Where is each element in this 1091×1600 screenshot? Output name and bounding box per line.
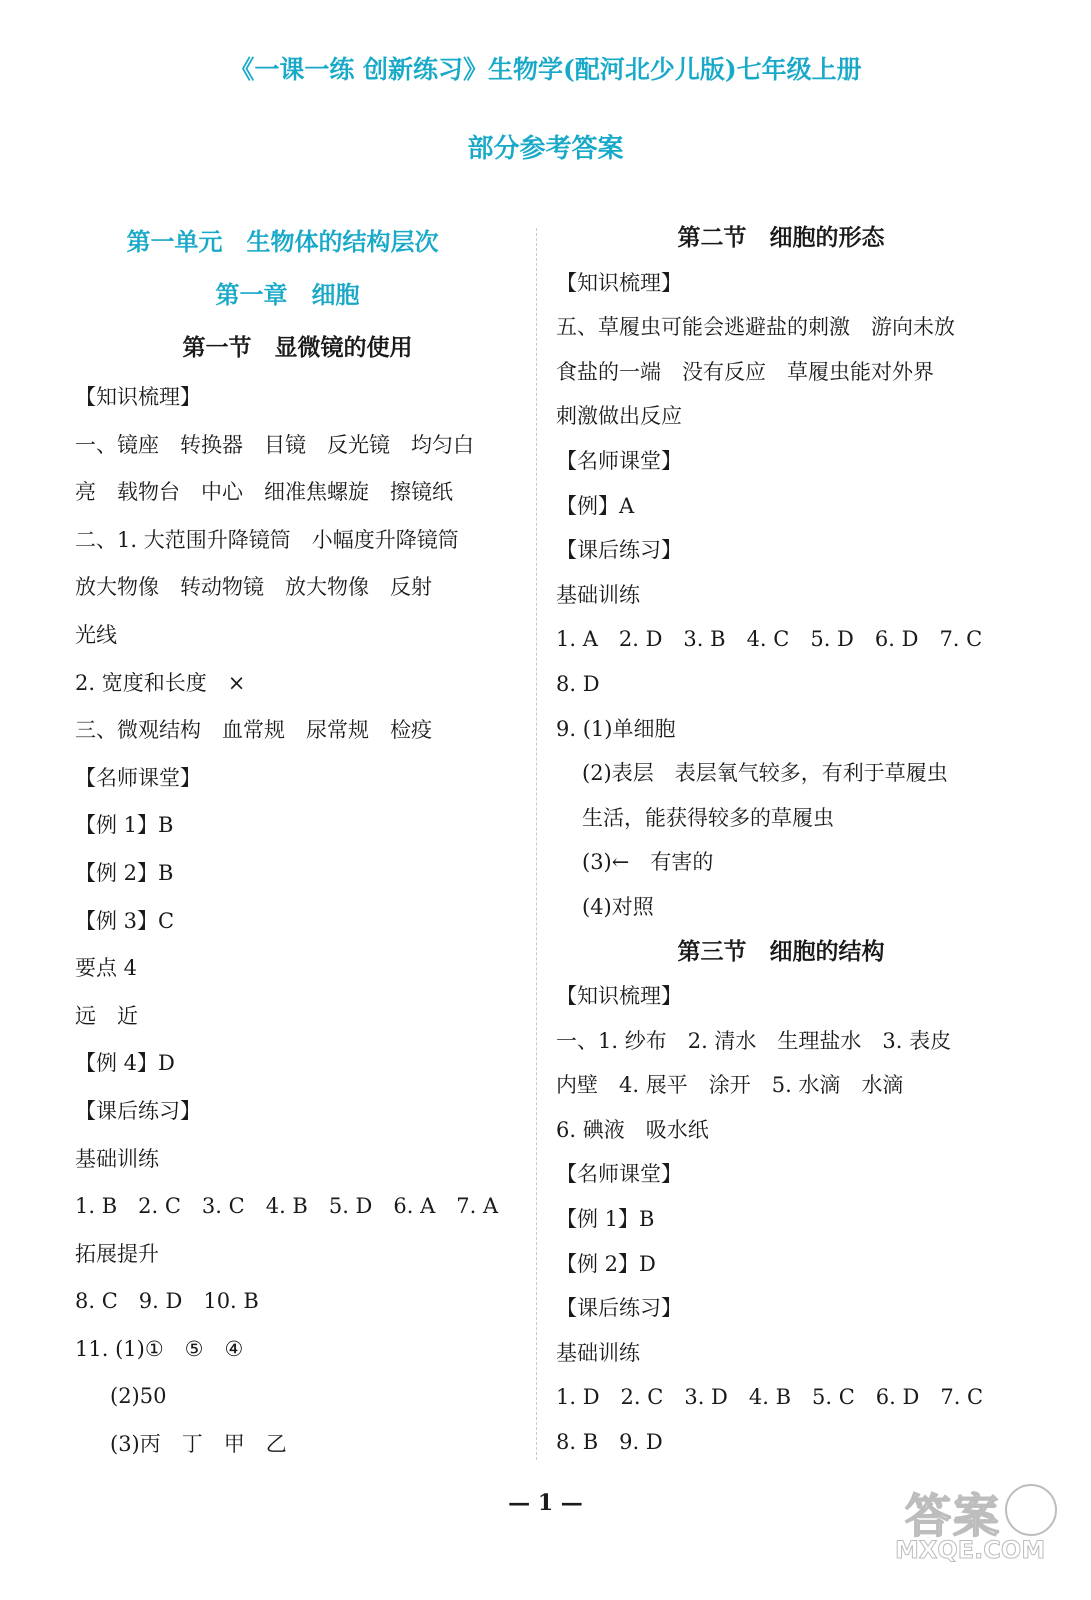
answer-line: 生活，能获得较多的草履虫 (582, 805, 834, 830)
answer-line: 【知识梳理】 (75, 385, 201, 409)
section-heading: 第三节 细胞的结构 (677, 938, 885, 965)
answer-line: 9. (1)单细胞 (556, 716, 676, 741)
answer-line: 【例 4】D (75, 1051, 175, 1076)
answer-line: 8. B 9. D (556, 1430, 663, 1455)
answer-line: 放大物像 转动物镜 放大物像 反射 (75, 575, 432, 600)
answer-line: (2)50 (110, 1384, 167, 1409)
column-divider (536, 228, 537, 1460)
answer-line: 一、镜座 转换器 目镜 反光镜 均匀白 (75, 432, 474, 457)
answer-line: 基础训练 (75, 1146, 159, 1171)
answer-line: 1. B 2. C 3. C 4. B 5. D 6. A 7. A (75, 1194, 499, 1219)
answer-line: 五、草履虫可能会逃避盐的刺激 游向未放 (556, 315, 955, 340)
section-heading: 第一节 显微镜的使用 (182, 335, 413, 361)
answer-line: 基础训练 (556, 582, 640, 607)
answer-line: 二、1. 大范围升降镜筒 小幅度升降镜筒 (75, 527, 459, 552)
answer-line: 【名师课堂】 (556, 1162, 682, 1187)
answer-line: 【名师课堂】 (556, 448, 682, 473)
answer-line: (3)丙 丁 甲 乙 (110, 1432, 287, 1457)
answer-line: 【课后练习】 (75, 1098, 201, 1123)
answer-line: 【例 2】D (556, 1251, 656, 1276)
answer-line: (4)对照 (582, 894, 654, 919)
answer-line: 11. (1)① ⑤ ④ (75, 1336, 244, 1361)
answer-line: 2. 宽度和长度 × (75, 670, 246, 695)
answer-line: 亮 载物台 中心 细准焦螺旋 擦镜纸 (75, 480, 453, 505)
answer-line: (3)← 有害的 (582, 850, 714, 875)
answer-line: 【例】A (556, 493, 635, 518)
answer-line: 远 近 (75, 1003, 138, 1028)
watermark (895, 1480, 1065, 1570)
answer-line: 刺激做出反应 (556, 404, 682, 429)
answer-line: 【课后练习】 (556, 538, 682, 563)
answer-line: 【例 2】B (75, 860, 174, 885)
book-title: 《一课一练 创新练习》生物学(配河北少儿版)七年级上册 (229, 55, 862, 84)
answer-line: 三、微观结构 血常规 尿常规 检疫 (75, 718, 432, 743)
chapter-heading: 第一章 细胞 (215, 281, 360, 309)
answer-line: 【名师课堂】 (75, 765, 201, 790)
answer-line: (2)表层 表层氧气较多，有利于草履虫 (582, 761, 948, 786)
unit-heading: 第一单元 生物体的结构层次 (126, 228, 439, 256)
answer-line: 8. D (556, 671, 600, 696)
answer-line: 基础训练 (556, 1340, 640, 1365)
left-column (75, 216, 520, 1469)
section-heading: 第二节 细胞的形态 (677, 225, 885, 251)
part-title: 部分参考答案 (467, 134, 624, 164)
answer-line: 【课后练习】 (556, 1296, 682, 1321)
right-column (556, 216, 1006, 1465)
answer-line: 光线 (75, 622, 117, 647)
answer-line: 1. D 2. C 3. D 4. B 5. C 6. D 7. C (556, 1385, 984, 1410)
answer-line: 1. A 2. D 3. B 4. C 5. D 6. D 7. C (556, 627, 983, 652)
answer-line: 【例 3】C (75, 908, 175, 933)
page-number: — 1 — (508, 1490, 583, 1516)
watermark-url: MXQE.COM (895, 1536, 1046, 1564)
answer-line: 8. C 9. D 10. B (75, 1289, 259, 1314)
answer-line: 一、1. 纱布 2. 清水 生理盐水 3. 表皮 (556, 1028, 952, 1053)
answer-line: 要点 4 (75, 956, 138, 981)
watermark-circle-icon (1005, 1484, 1057, 1536)
watermark-logo-text: 答案 (905, 1489, 1001, 1543)
answer-line: 内壁 4. 展平 涂开 5. 水滴 水滴 (556, 1073, 904, 1098)
answer-line: 拓展提升 (75, 1241, 159, 1266)
answer-line: 【知识梳理】 (556, 984, 682, 1009)
answer-line: 【例 1】B (75, 813, 174, 838)
answer-line: 食盐的一端 没有反应 草履虫能对外界 (556, 359, 934, 384)
answer-line: 【知识梳理】 (556, 270, 682, 295)
answer-line: 【例 1】B (556, 1207, 655, 1232)
answer-line: 6. 碘液 吸水纸 (556, 1117, 709, 1142)
